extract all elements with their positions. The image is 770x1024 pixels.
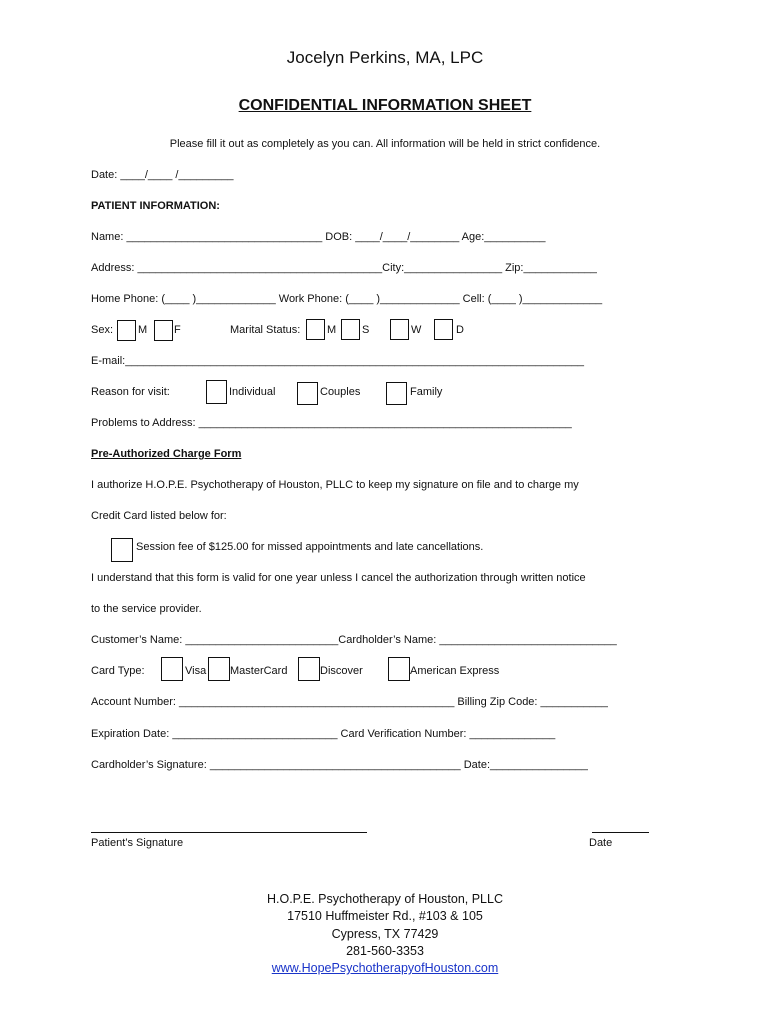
card-type-label: Card Type: [91,665,145,677]
sex-m-label: M [138,324,148,336]
cardholder-signature-fields[interactable]: Cardholder’s Signature: _________________________________________ Date:________________ [91,759,588,771]
reason-couples-label: Couples [320,386,361,398]
address-fields[interactable]: Address: ________________________________________City:________________ Zip:____________ [91,262,597,274]
problems-field[interactable]: Problems to Address: _____________________________________________________________ [91,417,572,429]
footer-company: H.O.P.E. Psychotherapy of Houston, PLLC [266,892,503,906]
customer-cardholder-name-fields[interactable]: Customer’s Name: _________________________Cardholder’s Name: _____________________________ [91,634,617,646]
marital-s-checkbox[interactable] [341,319,360,340]
reason-individual-checkbox[interactable] [206,380,227,404]
footer-street: 17510 Huffmeister Rd., #103 & 105 [287,909,483,923]
patient-info-heading: PATIENT INFORMATION: [91,200,220,212]
marital-w-label: W [411,324,422,336]
page-title: CONFIDENTIAL INFORMATION SHEET [238,97,532,114]
valid-text-line1: I understand that this form is valid for one year unless I cancel the authorization through written notice [91,572,586,584]
marital-d-checkbox[interactable] [434,319,453,340]
provider-name: Jocelyn Perkins, MA, LPC [286,48,484,67]
footer-website-link[interactable]: www.HopePsychotherapyofHouston.com [271,961,499,975]
marital-d-label: D [456,324,464,336]
card-visa-label: Visa [185,665,207,677]
sex-label: Sex: [91,324,114,336]
sex-f-label: F [174,324,181,336]
phone-fields[interactable]: Home Phone: (____ )_____________ Work Phone: (____ )_____________ Cell: (____ )_____________ [91,293,603,305]
signature-date-label: Date [589,837,613,849]
patient-signature-line[interactable] [91,832,367,833]
reason-couples-checkbox[interactable] [297,382,318,405]
marital-m-label: M [327,324,337,336]
date-field[interactable]: Date: ____/____ /_________ [91,169,234,181]
signature-date-line[interactable] [592,832,649,833]
session-fee-text: Session fee of $125.00 for missed appointments and late cancellations. [136,541,484,553]
patient-signature-label: Patient’s Signature [91,837,184,849]
valid-text-line2: to the service provider. [91,603,202,615]
account-billing-fields[interactable]: Account Number: _____________________________________________ Billing Zip Code: ___________ [91,696,608,708]
card-discover-label: Discover [320,665,363,677]
marital-m-checkbox[interactable] [306,319,325,340]
authorize-text-line1: I authorize H.O.P.E. Psychotherapy of Houston, PLLC to keep my signature on file and to charge my [91,479,579,491]
intro-text: Please fill it out as completely as you can. All information will be held in strict confidence. [169,138,601,150]
preauth-heading: Pre-Authorized Charge Form [91,448,242,460]
session-fee-checkbox[interactable] [111,538,133,562]
reason-family-checkbox[interactable] [386,382,407,405]
name-dob-age-fields[interactable]: Name: ________________________________ DOB: ____/____/________ Age:__________ [91,231,546,243]
reason-individual-label: Individual [229,386,276,398]
footer-phone: 281-560-3353 [346,944,424,958]
footer-city: Cypress, TX 77429 [331,927,439,941]
sex-m-checkbox[interactable] [117,320,136,341]
card-mastercard-checkbox[interactable] [208,657,230,681]
expiration-cvv-fields[interactable]: Expiration Date: ___________________________ Card Verification Number: ______________ [91,728,556,740]
reason-label: Reason for visit: [91,386,170,398]
marital-status-label: Marital Status: [230,324,301,336]
card-mastercard-label: MasterCard [230,665,288,677]
card-amex-label: American Express [410,665,500,677]
authorize-text-line2: Credit Card listed below for: [91,510,227,522]
marital-s-label: S [362,324,370,336]
card-visa-checkbox[interactable] [161,657,183,681]
card-amex-checkbox[interactable] [388,657,410,681]
email-field[interactable]: E-mail:___________________________________________________________________________ [91,355,585,367]
card-discover-checkbox[interactable] [298,657,320,681]
reason-family-label: Family [410,386,443,398]
sex-f-checkbox[interactable] [154,320,173,341]
marital-w-checkbox[interactable] [390,319,409,340]
